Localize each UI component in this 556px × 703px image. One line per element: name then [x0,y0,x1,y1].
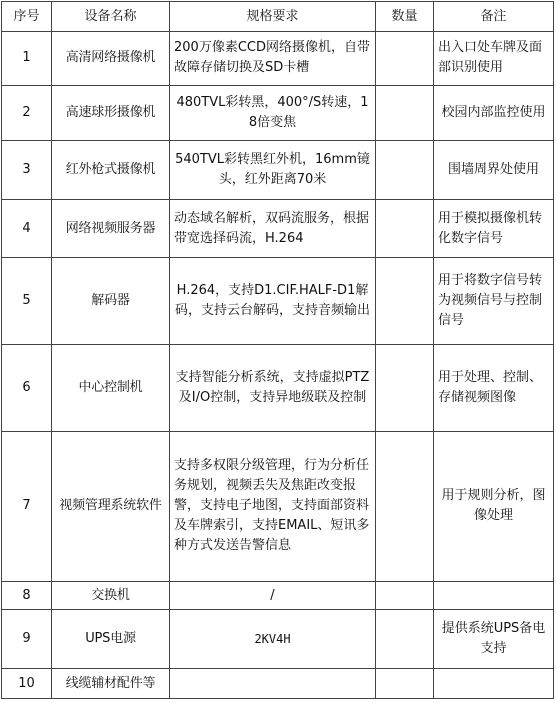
row-spec: 支持多权限分级管理，行为分析任务规划，视频丢失及焦距改变报警，支持电子地图，支持面部资料及车牌索引，支持EMAIL、短讯多种方式发送告警信息 [170,432,376,581]
table-row [2,610,554,669]
row-name: 中心控制机 [52,344,170,431]
row-name: 红外枪式摄像机 [52,141,170,200]
row-qty [376,32,434,86]
row-qty [376,610,434,669]
row-spec: 2KV4H [170,610,376,669]
row-no: 5 [2,258,52,344]
table-row [2,85,554,141]
row-spec: 480TVL彩转黑，400°/S转速，18倍变焦 [170,85,376,141]
table-row [2,432,554,581]
row-qty [376,199,434,258]
row-spec: 动态域名解析，双码流服务，根据带宽选择码流，H.264 [170,199,376,258]
row-name: 线缆辅材配件等 [52,669,170,699]
row-note: 用于处理、控制、存储视频图像 [434,344,554,431]
equipment-spec-table [1,1,554,699]
row-note: 用于模拟摄像机转化数字信号 [434,199,554,258]
row-qty [376,669,434,699]
table-row [2,32,554,86]
row-no: 1 [2,32,52,86]
row-note: 提供系统UPS备电支持 [434,610,554,669]
row-name: 交换机 [52,581,170,610]
row-note [434,669,554,699]
header-note: 备注 [434,2,554,32]
row-note: 围墙周界处使用 [434,141,554,200]
row-spec: / [170,581,376,610]
header-no: 序号 [2,2,52,32]
row-spec: 540TVL彩转黑红外机，16mm镜头，红外距离70米 [170,141,376,200]
row-spec [170,669,376,699]
row-no: 4 [2,199,52,258]
row-name: UPS电源 [52,610,170,669]
row-name: 高速球形摄像机 [52,85,170,141]
row-spec: H.264，支持D1.CIF.HALF-D1解码，支持云台解码，支持音频输出 [170,258,376,344]
row-qty [376,141,434,200]
table-header-row [2,2,554,32]
row-no: 2 [2,85,52,141]
row-no: 8 [2,581,52,610]
table-row [2,669,554,699]
header-spec: 规格要求 [170,2,376,32]
row-no: 10 [2,669,52,699]
row-spec: 支持智能分析系统，支持虚拟PTZ及I/O控制，支持异地级联及控制 [170,344,376,431]
row-qty [376,432,434,581]
row-note: 出入口处车牌及面部识别使用 [434,32,554,86]
row-name: 网络视频服务器 [52,199,170,258]
row-no: 6 [2,344,52,431]
row-name: 视频管理系统软件 [52,432,170,581]
table-row [2,581,554,610]
row-no: 9 [2,610,52,669]
header-qty: 数量 [376,2,434,32]
row-qty [376,581,434,610]
row-note [434,581,554,610]
row-no: 7 [2,432,52,581]
row-name: 解码器 [52,258,170,344]
row-spec: 200万像素CCD网络摄像机，自带故障存储切换及SD卡槽 [170,32,376,86]
row-note: 校园内部监控使用 [434,85,554,141]
header-name: 设备名称 [52,2,170,32]
table-row [2,258,554,344]
row-name: 高清网络摄像机 [52,32,170,86]
row-no: 3 [2,141,52,200]
row-note: 用于将数字信号转为视频信号与控制信号 [434,258,554,344]
table-row [2,199,554,258]
table-row [2,141,554,200]
row-qty [376,85,434,141]
row-qty [376,344,434,431]
row-qty [376,258,434,344]
table-row [2,344,554,431]
row-note: 用于规则分析，图像处理 [434,432,554,581]
